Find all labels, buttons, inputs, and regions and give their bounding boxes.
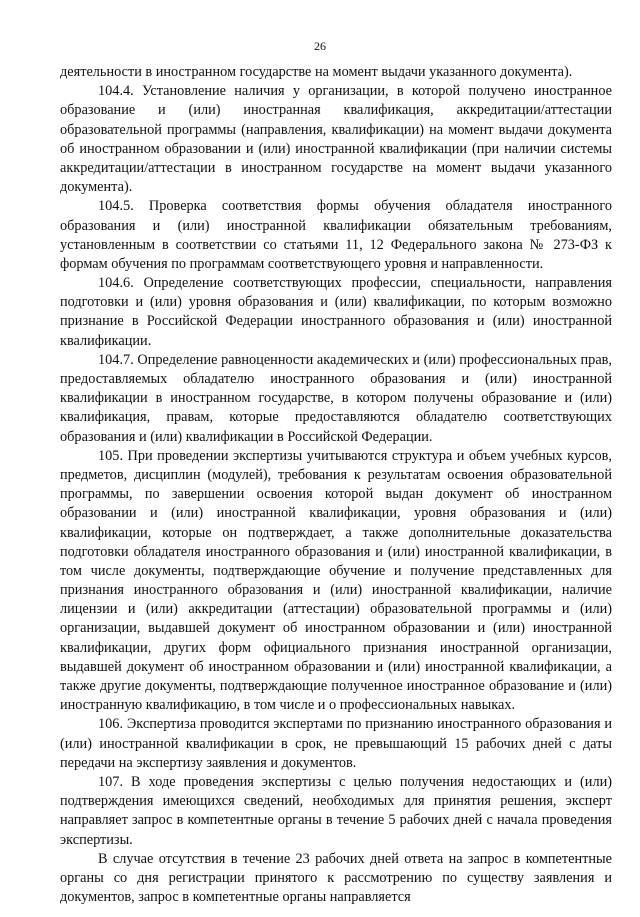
paragraph-107-continued: В случае отсутствия в течение 23 рабочих дней ответа на запрос в компетентные органы со дня регистрации принятого к рассмотрению по существу заявления и документов, запрос в компетентные органы направляется [60,850,612,906]
paragraph-105: 105. При проведении экспертизы учитываются структура и объем учебных курсов, предметов, дисциплин (модулей), требования к результатам освоения образовательной программы, по завершении освоения которой выдан документ об иностранном образовании и (или) иностранной квалификации, уровня образования и (или) квалификации, которые он подтверждает, а также дополнительные доказательства подготовки обладателя иностранного образования и (или) иностранной квалификации, в том числе документы, подтверждающие обучение и получение представленных для признания иностранного образования и (или) иностранной квалификации, наличие лицензии и (или) аккредитации (аттестации) образовательной программы и (или) организации, выдавшей документ об иностранном образовании и (или) иностранной квалификации, других форм официального признания иностранной организации, выдавшей документ об иностранном образовании и (или) иностранной квалификации, а также другие документы, подтверждающие полученное иностранное образование и (или) иностранную квалификацию, в том числе и о профессиональных навыках. [60,447,612,714]
document-body [60,63,612,907]
paragraph-106: 106. Экспертиза проводится экспертами по признанию иностранного образования и (или) иностранной квалификации в срок, не превышающий 15 рабочих дней с даты передачи на экспертизу заявления и документов. [60,716,612,771]
paragraph-continuation: деятельности в иностранном государстве на момент выдачи указанного документа). [60,64,573,80]
paragraph-104-4: 104.4. Установление наличия у организации, в которой получено иностранное образование и (или) иностранная квалификация, аккредитации/аттестации образовательной программы (направления, квалификации) на момент выдачи документа об иностранном образовании и (или) иностранной квалификации (при наличии системы аккредитации/аттестации в иностранном государстве на момент выдачи указанного документа). [60,83,612,196]
page-number: 26 [314,39,326,53]
paragraph-104-5: 104.5. Проверка соответствия формы обучения обладателя иностранного образования и (или) иностранной квалификации обязательным требованиям, установленным в соответствии со статьями 11, 12 Федерального закона № 273-ФЗ к формам обучения по программам соответствующего уровня и направленности. [60,198,612,272]
paragraph-104-6: 104.6. Определение соответствующих профессии, специальности, направления подготовки и (или) уровня образования и (или) квалификации, по которым возможно признание в Российской Федерации иностранного образования и (или) иностранной квалификации. [60,275,612,349]
paragraph-104-7: 104.7. Определение равноценности академических и (или) профессиональных прав, предоставляемых обладателю иностранного образования и (или) иностранной квалификации в иностранном государстве, в котором получены образование и (или) квалификация, правам, которые предоставляются обладателю соответствующих образования и (или) квалификации в Российской Федерации. [60,351,612,445]
paragraph-107: 107. В ходе проведения экспертизы с целью получения недостающих и (или) подтверждения имеющихся сведений, необходимых для принятия решения, эксперт направляет запрос в компетентные органы в течение 5 рабочих дней с начала проведения экспертизы. [60,773,612,848]
